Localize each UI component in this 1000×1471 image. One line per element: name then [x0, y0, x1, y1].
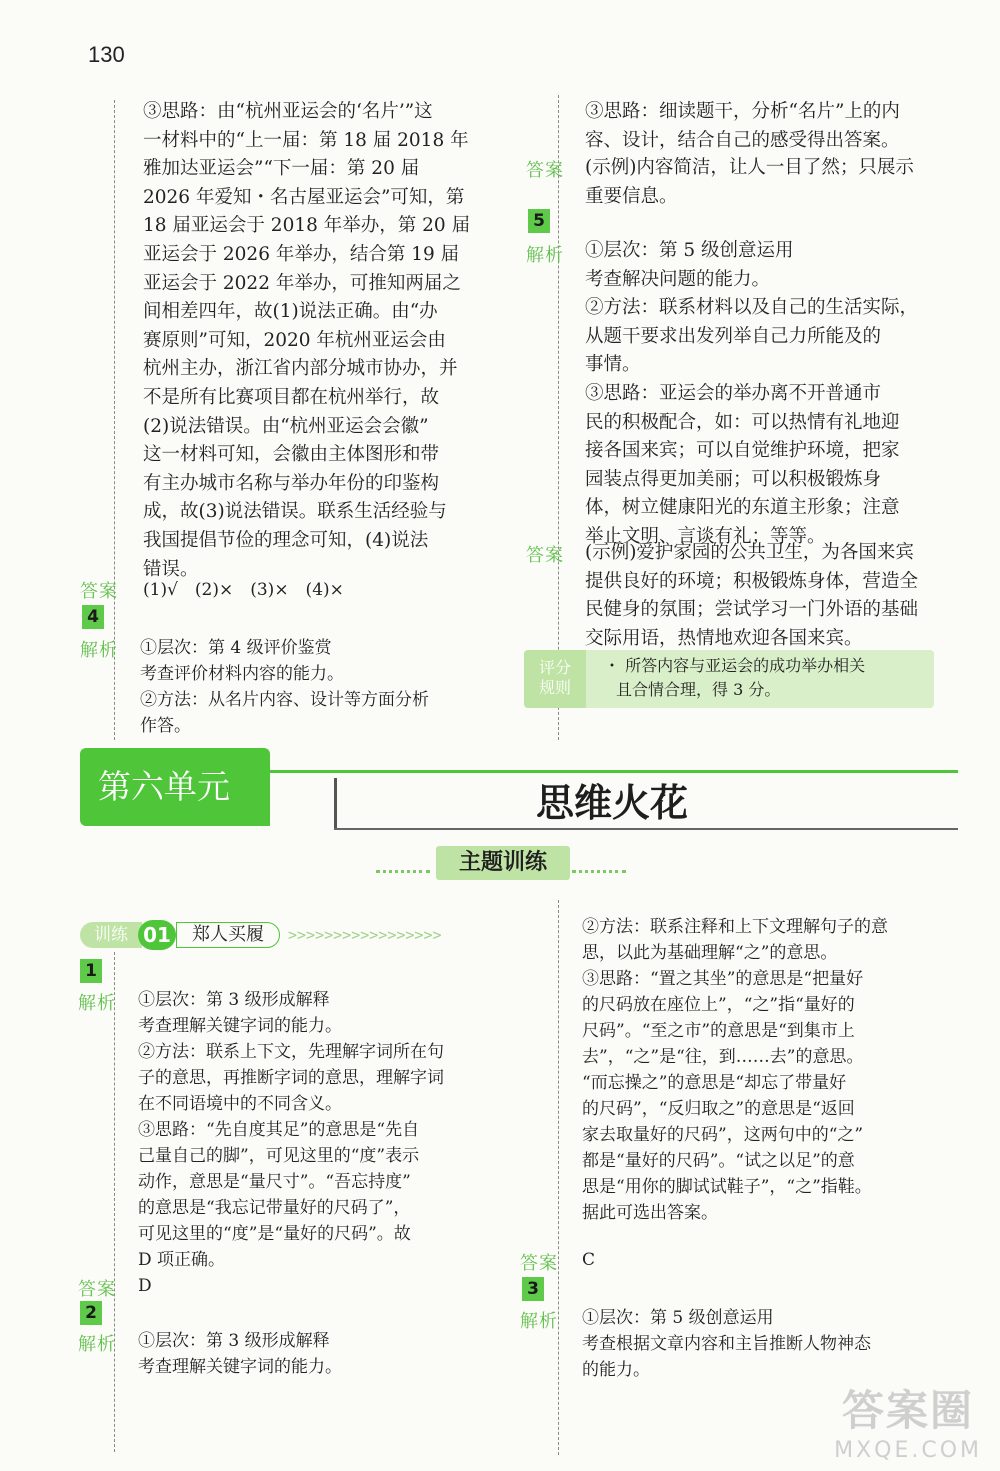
answer-label: 答案 — [526, 160, 564, 181]
unit-title: 思维火花 — [535, 780, 688, 825]
text-line: 且合情合理，得 3 分。 — [616, 680, 781, 699]
right-top-explanation — [585, 98, 900, 155]
text-line: 间相差四年，故(1)说法正确。由“办 — [143, 301, 438, 323]
scoring-rule-box — [524, 650, 934, 708]
training-number: 01 — [138, 920, 176, 950]
text-line: 体，树立健康阳光的东道主形象；注意 — [585, 497, 900, 519]
analysis-label: 解析 — [78, 993, 116, 1014]
text-line: 提供良好的环境；积极锻炼身体，营造全 — [585, 570, 919, 592]
text-line: 的意思是“我忘记带量好的尺码了”， — [138, 1198, 411, 1218]
text-line: ③思路：细读题干，分析“名片”上的内 — [585, 101, 900, 122]
scoring-tag-line: 评分 — [538, 658, 571, 677]
text-line: 家去取量好的尺码”，这两句中的“之” — [582, 1125, 864, 1145]
unit-tab: 第六单元 — [80, 748, 270, 826]
q4-analysis — [140, 635, 429, 739]
text-line: 交际用语，热情地欢迎各国来宾。 — [585, 627, 863, 649]
text-line: ①层次：第 3 级形成解释 — [138, 990, 330, 1010]
text-line: 一材料中的“上一届：第 18 届 2018 年 — [143, 129, 469, 151]
text-line: ②方法：联系上下文，先理解字词所在句 — [138, 1042, 444, 1062]
text-line: 考查理解关键字词的能力。 — [138, 1016, 342, 1036]
answer-label: 答案 — [526, 545, 564, 566]
scoring-tag-line: 规则 — [538, 678, 571, 697]
text-line: (2)说法错误。由“杭州亚运会会徽” — [143, 415, 429, 437]
question-number-2: 2 — [80, 1301, 102, 1325]
text-line: 亚运会于 2022 年举办，可推知两届之 — [143, 272, 461, 294]
text-line: 思，以此为基础理解“之”的意思。 — [582, 943, 838, 963]
text-line: 园装点得更加美丽；可以积极锻炼身 — [585, 468, 882, 490]
right-top-answer — [585, 154, 914, 211]
answer-label: 答案 — [520, 1253, 558, 1274]
watermark-url: MXQE.COM — [834, 1438, 982, 1463]
q3-analysis — [582, 1305, 871, 1383]
answer-text: C — [582, 1250, 596, 1270]
text-line: 的能力。 — [582, 1360, 650, 1380]
text-line: 考查根据文章内容和主旨推断人物神态 — [582, 1334, 871, 1354]
answer-text: D — [138, 1276, 152, 1296]
text-line: 思是“用你的脚试试鞋子”，“之”指鞋。 — [582, 1177, 872, 1197]
text-line: 去”，“之”是“往，到……去”的意思。 — [582, 1047, 864, 1067]
text-line: 考查评价材料内容的能力。 — [140, 664, 344, 684]
text-line: 可见这里的“度”是“量好的尺码”。故 — [138, 1224, 411, 1244]
text-line: (示例)爱护家园的公共卫生，为各国来宾 — [585, 542, 914, 563]
answer-label: 答案 — [80, 581, 118, 602]
text-line: 我国提倡节俭的理念可知，(4)说法 — [143, 529, 429, 551]
banner-bottom-rule — [334, 828, 958, 830]
text-line: ②方法：联系注释和上下文理解句子的意 — [582, 917, 888, 937]
analysis-label: 解析 — [78, 1334, 116, 1355]
text-line: 考查解决问题的能力。 — [585, 268, 771, 290]
text-line: 考查理解关键字词的能力。 — [138, 1357, 342, 1377]
analysis-label: 解析 — [520, 1311, 558, 1332]
text-line: 有主办城市名称与举办年份的印鉴构 — [143, 472, 440, 494]
q1-analysis — [138, 987, 444, 1273]
text-line: 错误。 — [143, 558, 199, 580]
text-line: ③思路：“置之其坐”的意思是“把量好 — [582, 969, 864, 989]
training-name: 郑人买履 — [176, 922, 280, 948]
text-line: (示例)内容简洁，让人一目了然；只展示 — [585, 157, 914, 178]
text-line: 重要信息。 — [585, 185, 678, 207]
theme-dots-right — [572, 870, 626, 873]
arrow-decoration: >>>>>>>>>>>>>>>>> — [288, 926, 442, 944]
text-line: 作答。 — [140, 716, 191, 736]
q5-answer — [585, 539, 918, 653]
analysis-label: 解析 — [80, 640, 118, 661]
text-line: 己量自己的脚”，可见这里的“度”表示 — [138, 1146, 420, 1166]
text-line: 都是“量好的尺码”。“试之以足”的意 — [582, 1151, 855, 1171]
text-line: 在不同语境中的不同含义。 — [138, 1094, 342, 1114]
watermark — [834, 1378, 982, 1463]
question-number-5: 5 — [528, 209, 550, 233]
answer-text: (1)√ (2)× (3)× (4)× — [143, 580, 344, 600]
question-number-4: 4 — [82, 605, 104, 629]
text-line: 动作，意思是“量尺寸”。“吾忘持度” — [138, 1172, 411, 1192]
text-line: ③思路：由“杭州亚运会的‘名片’”这 — [143, 101, 433, 122]
watermark-logo: 答案圈 — [842, 1386, 975, 1435]
text-line: 容、设计，结合自己的感受得出答案。 — [585, 129, 900, 151]
training-tag: 训练 — [80, 922, 142, 948]
analysis-label: 解析 — [526, 245, 564, 266]
text-line: 亚运会于 2026 年举办，结合第 19 届 — [143, 243, 460, 265]
right-bottom-divider — [558, 900, 559, 1455]
theme-label: 主题训练 — [436, 846, 570, 880]
text-line: ③思路：亚运会的举办离不开普通市 — [585, 382, 882, 404]
text-line: 这一材料可知，会徽由主体图形和带 — [143, 444, 440, 466]
text-line: ①层次：第 5 级创意运用 — [582, 1308, 774, 1328]
text-line: 赛原则”可知，2020 年杭州亚运会由 — [143, 329, 446, 351]
training-header — [80, 920, 490, 952]
text-line: 成，故(3)说法错误。联系生活经验与 — [143, 501, 447, 523]
text-line: 子的意思，再推断字词的意思，理解字词 — [138, 1068, 444, 1088]
text-line: 杭州主办，浙江省内部分城市协办，并 — [143, 358, 458, 380]
text-line: ②方法：联系材料以及自己的生活实际， — [585, 297, 919, 319]
answer-label: 答案 — [78, 1279, 116, 1300]
text-line: 的尺码”，“反归取之”的意思是“返回 — [582, 1099, 855, 1119]
unit-banner — [80, 748, 958, 830]
q2-analysis — [138, 1328, 342, 1380]
text-line: 据此可选出答案。 — [582, 1203, 718, 1223]
text-line: 民健身的氛围；尝试学习一门外语的基础 — [585, 599, 919, 621]
question-number-3: 3 — [522, 1277, 544, 1301]
text-line: ・ 所答内容与亚运会的成功举办相关 — [604, 656, 866, 675]
left-top-explanation — [143, 98, 470, 584]
text-line: “而忘操之”的意思是“却忘了带量好 — [582, 1073, 847, 1093]
text-line: 接各国来宾；可以自觉维护环境，把家 — [585, 440, 900, 462]
scoring-rule-tag — [524, 650, 586, 708]
text-line: 雅加达亚运会”“下一届：第 20 届 — [143, 158, 420, 180]
question-number-1: 1 — [80, 959, 102, 983]
scoring-rule-text — [604, 654, 865, 702]
text-line: 民的积极配合，如：可以热情有礼地迎 — [585, 411, 900, 433]
text-line: ①层次：第 3 级形成解释 — [138, 1331, 330, 1351]
text-line: ①层次：第 5 级创意运用 — [585, 240, 794, 261]
text-line: 举止文明、言谈有礼；等等。 — [585, 525, 826, 547]
theme-dots-left — [376, 870, 430, 873]
left-bottom-divider — [114, 952, 115, 1452]
text-line: 尺码”。“至之市”的意思是“到集市上 — [582, 1021, 855, 1041]
text-line: 从题干要求出发列举自己力所能及的 — [585, 325, 882, 347]
right-bottom-explanation — [582, 914, 888, 1226]
text-line: ②方法：从名片内容、设计等方面分析 — [140, 690, 429, 710]
text-line: ③思路：“先自度其足”的意思是“先自 — [138, 1120, 420, 1140]
text-line: 18 届亚运会于 2018 年举办，第 20 届 — [143, 215, 471, 237]
right-top-divider — [558, 95, 559, 740]
text-line: ①层次：第 4 级评价鉴赏 — [140, 638, 332, 658]
text-line: 2026 年爱知・名古屋亚运会”可知，第 — [143, 186, 465, 208]
text-line: 不是所有比赛项目都在杭州举行，故 — [143, 386, 440, 408]
page-number: 130 — [88, 42, 125, 67]
text-line: D 项正确。 — [138, 1250, 226, 1270]
text-line: 的尺码放在座位上”，“之”指“量好的 — [582, 995, 855, 1015]
text-line: 事情。 — [585, 354, 641, 376]
q5-analysis — [585, 237, 918, 552]
